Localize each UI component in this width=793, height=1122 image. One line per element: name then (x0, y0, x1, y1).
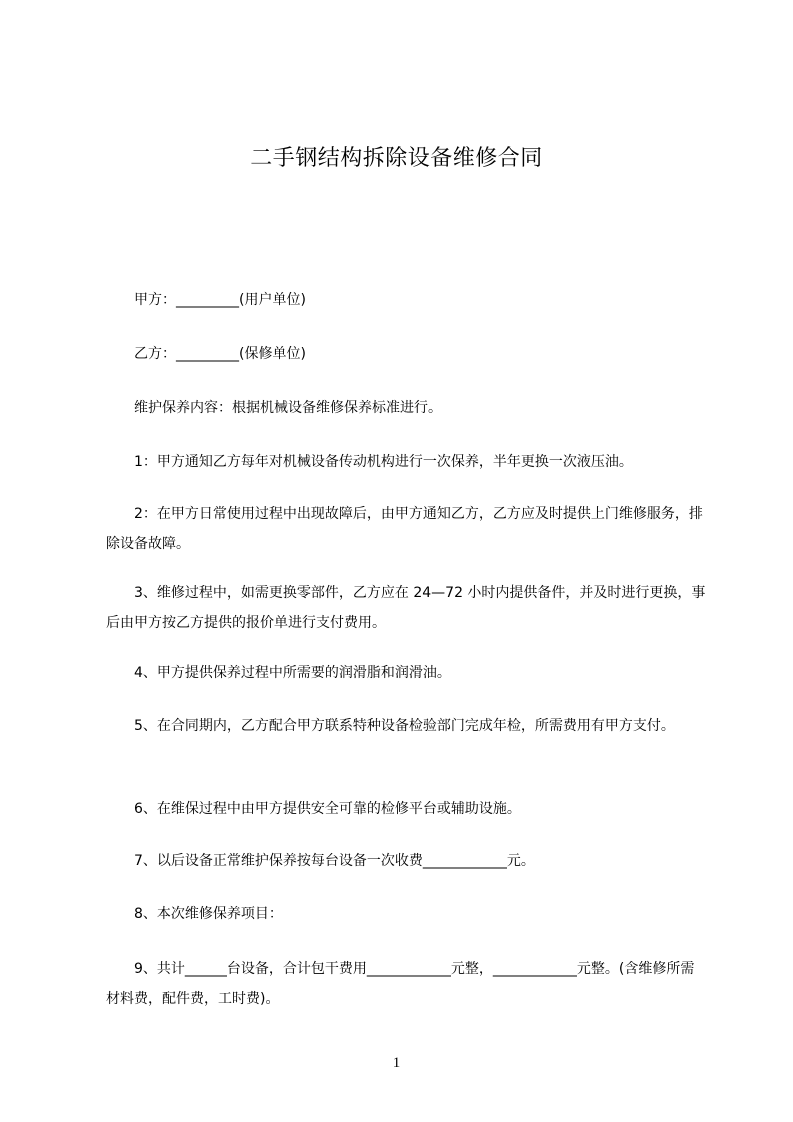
document-title: 二手钢结构拆除设备维修合同 (250, 146, 543, 171)
page-number: 1 (392, 1055, 401, 1071)
clause-7: 7、以后设备正常维护保养按每台设备一次收费____________元。 (106, 853, 535, 869)
clause-4: 4、甲方提供保养过程中所需要的润滑脂和润滑油。 (106, 665, 451, 681)
clause-6: 6、在维保过程中由甲方提供安全可靠的检修平台或辅助设施。 (106, 801, 521, 817)
maintenance-content-line: 维护保养内容：根据机械设备维修保养标准进行。 (106, 400, 442, 416)
clause-5: 5、在合同期内，乙方配合甲方联系特种设备检验部门完成年检，所需费用有甲方支付。 (106, 718, 675, 734)
clause-8: 8、本次维修保养项目： (106, 906, 283, 922)
clause-3: 3、维修过程中，如需更换零部件，乙方应在 24—72 小时内提供备件，并及时进行更换，事后由甲方按乙方提供的报价单进行支付费用。 (106, 585, 706, 631)
party-a-line: 甲方：_________(用户单位) (106, 292, 306, 308)
clause-2: 2：在甲方日常使用过程中出现故障后，由甲方通知乙方，乙方应及时提供上门维修服务，排除设备故障。 (106, 506, 703, 552)
clause-1: 1：甲方通知乙方每年对机械设备传动机构进行一次保养，半年更换一次液压油。 (106, 454, 633, 470)
clause-9: 9、共计______台设备，合计包干费用____________元整，____________元整。(含维修所需材料费，配件费，工时费)。 (106, 961, 695, 1007)
party-b-line: 乙方：_________(保修单位) (106, 346, 306, 362)
